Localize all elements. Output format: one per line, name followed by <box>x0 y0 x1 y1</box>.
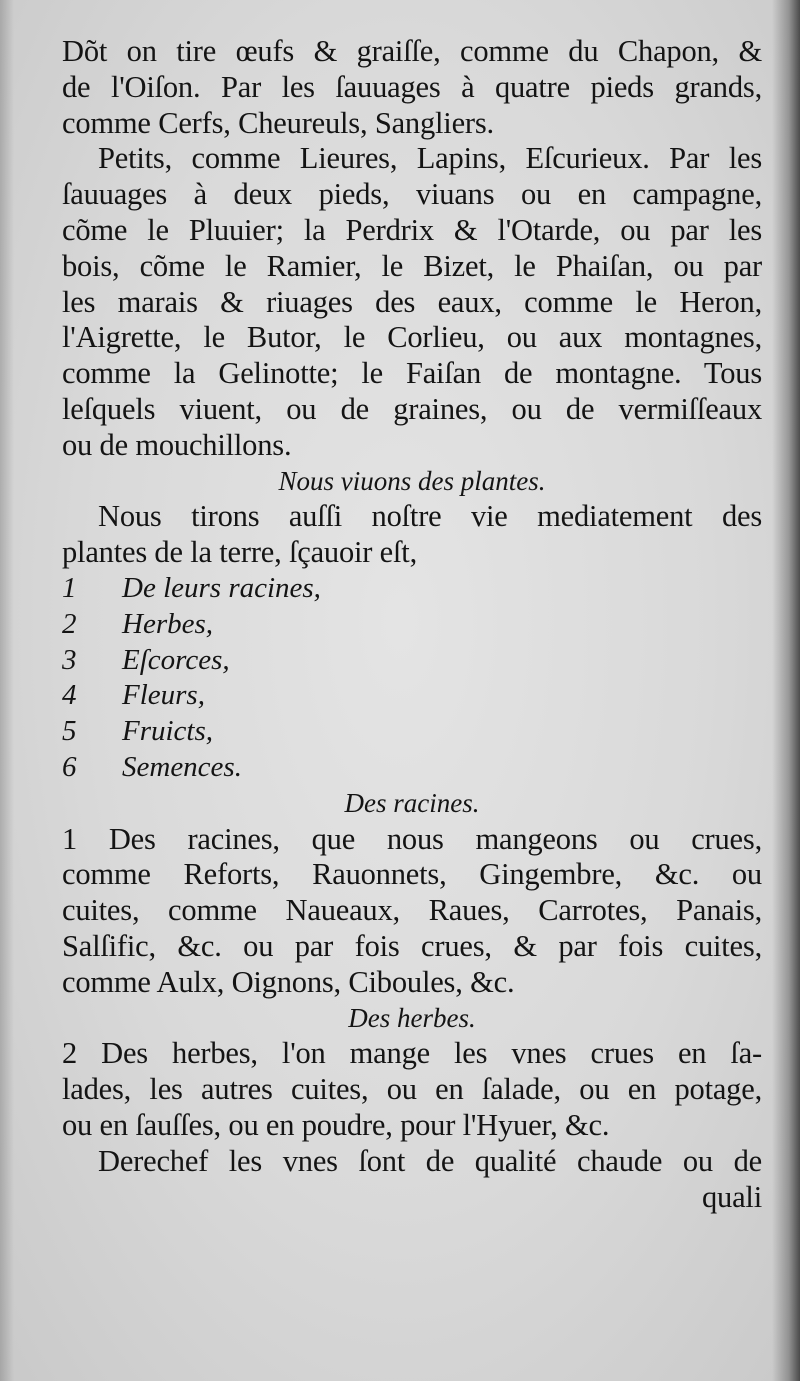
list-item <box>62 607 762 643</box>
list-item <box>62 643 762 679</box>
text-line: de l'Oiſon. Par les ſauuages à quatre pieds grands, <box>62 69 762 104</box>
text-line: leſquels viuent, ou de graines, ou de vermiſſeaux <box>62 391 762 426</box>
list-label: Eſcorces, <box>122 643 230 676</box>
paragraph-small-animals <box>62 141 762 463</box>
heading-plants: Nous viuons des plantes. <box>278 465 546 496</box>
list-item <box>62 571 762 607</box>
paragraph-plants <box>62 499 762 571</box>
text-line: Nous tirons auſſi noſtre vie mediatement des <box>98 499 762 534</box>
paragraph-quality <box>62 1144 762 1180</box>
list-number: 5 <box>62 715 77 748</box>
text-line: 1 Des racines, que nous mangeons ou crues, <box>62 821 762 856</box>
text-line: 2 Des herbes, l'on mange les vnes crues en ſa- <box>62 1036 762 1071</box>
list-number: 3 <box>62 643 77 676</box>
text-line: cuites, comme Naueaux, Raues, Carrotes, Panais, <box>62 893 762 928</box>
list-number: 2 <box>62 607 77 640</box>
page-text <box>62 34 762 1215</box>
list-number: 1 <box>62 571 77 604</box>
text-line: ou de mouchillons. <box>62 427 292 462</box>
text-line: comme Cerfs, Cheureuls, Sangliers. <box>62 105 494 140</box>
list-label: Semences. <box>122 750 242 783</box>
page-right-shadow <box>772 0 800 1381</box>
list-label: De leurs racines, <box>122 571 321 604</box>
text-line: les marais & riuages des eaux, comme le Heron, <box>62 284 762 319</box>
text-line: comme Aulx, Oignons, Ciboules, &c. <box>62 964 515 999</box>
list-label: Fleurs, <box>122 679 205 712</box>
list-label: Fruicts, <box>122 715 214 748</box>
paragraph-roots <box>62 822 762 1001</box>
list-item <box>62 678 762 714</box>
text-line: comme Reforts, Rauonnets, Gingembre, &c. ou <box>62 857 762 892</box>
text-line: Dõt on tire œufs & graiſſe, comme du Chapon, & <box>62 34 762 68</box>
catchword: quali <box>702 1179 762 1214</box>
text-line: Derechef les vnes ſont de qualité chaude ou de <box>98 1143 762 1178</box>
text-line: Salſific, &c. ou par fois crues, & par fois cuites, <box>62 928 762 963</box>
text-line: cõme le Pluuier; la Perdrix & l'Otarde, ou par les <box>62 212 762 247</box>
text-line: lades, les autres cuites, ou en ſalade, ou en potage, <box>62 1072 762 1107</box>
list-item <box>62 750 762 786</box>
list-item <box>62 714 762 750</box>
heading-roots: Des racines. <box>344 787 480 818</box>
heading-herbs: Des herbes. <box>348 1002 476 1033</box>
text-line: bois, cõme le Ramier, le Bizet, le Phaiſan, ou par <box>62 248 762 283</box>
text-line: ou en ſauſſes, ou en poudre, pour l'Hyuer, &c. <box>62 1107 610 1142</box>
paragraph-animals <box>62 34 762 141</box>
text-line: comme la Gelinotte; le Faiſan de montagne. Tous <box>62 356 762 391</box>
list-number: 6 <box>62 750 77 783</box>
text-line: plantes de la terre, ſçauoir eſt, <box>62 535 417 570</box>
page-left-shadow <box>0 0 14 1381</box>
paragraph-herbs <box>62 1036 762 1143</box>
list-label: Herbes, <box>122 607 214 640</box>
text-line: Petits, comme Lieures, Lapins, Eſcurieux. Par les <box>98 141 762 176</box>
list-number: 4 <box>62 679 77 712</box>
plant-list <box>62 571 762 786</box>
text-line: l'Aigrette, le Butor, le Corlieu, ou aux montagnes, <box>62 320 762 355</box>
text-line: ſauuages à deux pieds, viuans ou en campagne, <box>62 177 762 212</box>
